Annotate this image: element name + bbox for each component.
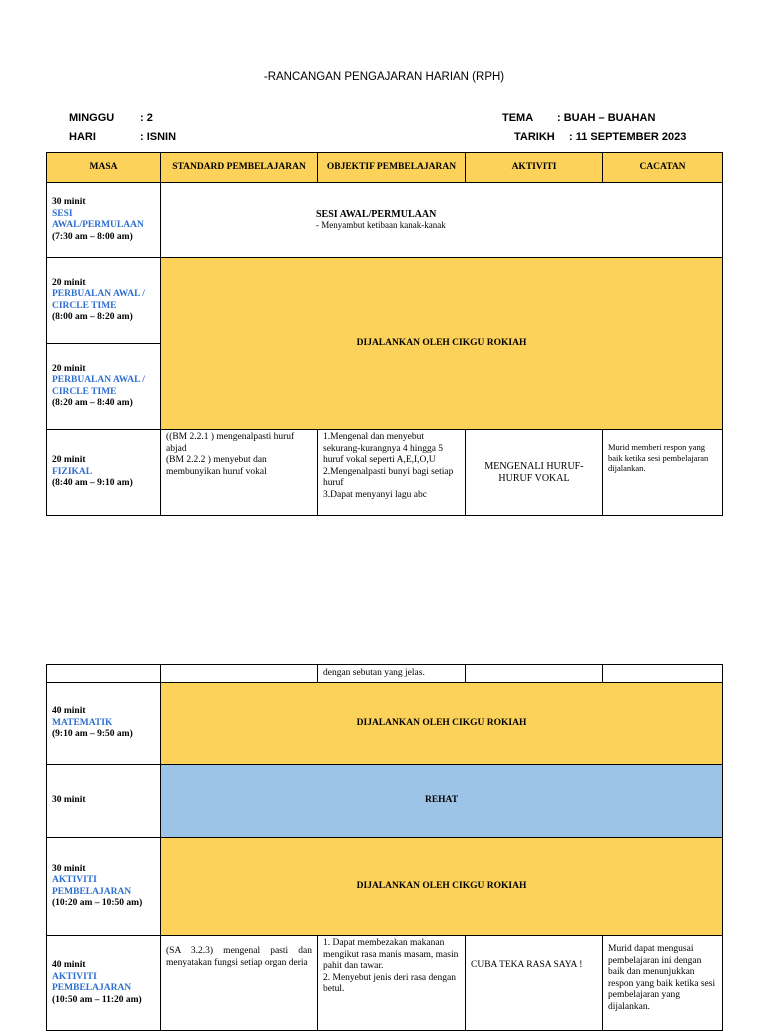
document-title: -RANCANGAN PENGAJARAN HARIAN (RPH) [263, 71, 505, 83]
header-cacatan: CACATAN [603, 153, 723, 183]
masa-cell [47, 936, 161, 1031]
table-row [47, 683, 723, 765]
hari-value: : ISNIN [140, 131, 177, 143]
masa-session-name: AKTIVITI PEMBELAJARAN [52, 971, 132, 993]
sesi-awal-title: SESI AWAL/PERMULAAN [316, 208, 437, 220]
masa-time: (10:50 am – 11:20 am) [52, 994, 142, 1005]
masa-session-name: FIZIKAL [52, 466, 93, 477]
objektif-continuation: dengan sebutan yang jelas. [318, 665, 466, 683]
masa-cell [47, 683, 161, 765]
rph-table-2 [46, 664, 723, 1031]
masa-duration: 30 minit [52, 863, 86, 874]
masa-duration: 20 minit [52, 363, 86, 374]
sesi-awal-cell [161, 183, 723, 258]
objektif-item: 1. Dapat membezakan makanan mengikut rasa manis masam, masin pahit dan tawar. [323, 938, 459, 971]
merged-gold-cell: DIJALANKAN OLEH CIKGU ROKIAH [161, 258, 723, 430]
masa-cell [47, 183, 161, 258]
header-standard: STANDARD PEMBELAJARAN [161, 153, 318, 183]
minggu-value: : 2 [140, 112, 153, 124]
aktiviti-cell: CUBA TEKA RASA SAYA ! [466, 936, 603, 1031]
masa-cell [47, 665, 161, 683]
objektif-item: 2.Mengenalpasti bunyi bagi setiap huruf [323, 466, 454, 488]
table-row [47, 765, 723, 838]
masa-session-name: AKTIVITI PEMBELAJARAN [52, 875, 132, 897]
rehat-cell: REHAT [161, 765, 723, 838]
merged-gold-cell: DIJALANKAN OLEH CIKGU ROKIAH [161, 838, 723, 936]
masa-duration: 30 minit [52, 795, 86, 806]
table-row [47, 258, 723, 344]
masa-session-name: SESI AWAL/PERMULAAN [52, 208, 144, 230]
masa-cell [47, 430, 161, 516]
standard-cell [161, 665, 318, 683]
masa-cell [47, 258, 161, 344]
tarikh-value: : 11 SEPTEMBER 2023 [569, 131, 687, 143]
merged-gold-cell: DIJALANKAN OLEH CIKGU ROKIAH [161, 683, 723, 765]
standard-item: (BM 2.2.2 ) menyebut dan membunyikan huruf vokal [166, 455, 267, 477]
header-aktiviti: AKTIVITI [466, 153, 603, 183]
masa-session-name: MATEMATIK [52, 717, 113, 728]
minggu-label: MINGGU [69, 112, 115, 124]
masa-cell [47, 344, 161, 430]
table-row [47, 665, 723, 683]
tema-label: TEMA [502, 112, 534, 124]
header-masa: MASA [47, 153, 161, 183]
table-row [47, 430, 723, 516]
masa-time: (8:00 am – 8:20 am) [52, 312, 133, 322]
objektif-cell [318, 430, 466, 516]
masa-session-name: PERBUALAN AWAL / CIRCLE TIME [52, 375, 145, 397]
standard-item: ((BM 2.2.1 ) mengenalpasti huruf abjad [166, 432, 295, 454]
tarikh-label: TARIKH [514, 131, 555, 143]
masa-time: (8:20 am – 8:40 am) [52, 398, 133, 408]
table-row [47, 838, 723, 936]
cacatan-cell [603, 665, 723, 683]
masa-duration: 40 minit [52, 960, 86, 970]
masa-session-name: PERBUALAN AWAL / CIRCLE TIME [52, 289, 145, 311]
objektif-item: 1.Mengenal dan menyebut sekurang-kurangnya 4 hingga 5 huruf vokal seperti A,E,I,O,U [323, 432, 444, 465]
objektif-cell [318, 936, 466, 1031]
header-objektif: OBJEKTIF PEMBELAJARAN [318, 153, 466, 183]
sesi-awal-subtitle: - Menyambut ketibaan kanak-kanak [316, 220, 446, 231]
hari-label: HARI [69, 131, 96, 143]
table-row [47, 183, 723, 258]
masa-cell [47, 765, 161, 838]
masa-time: (9:10 am – 9:50 am) [52, 729, 133, 740]
table-row [47, 936, 723, 1031]
rph-table-1 [46, 152, 723, 516]
masa-cell [47, 838, 161, 936]
masa-duration: 30 minit [52, 197, 86, 207]
objektif-item: 2. Menyebut jenis deri rasa dengan betul. [323, 972, 456, 994]
objektif-item: 3.Dapat menyanyi lagu abc [323, 489, 427, 500]
cacatan-cell: Murid dapat mengusai pembelajaran ini dengan baik dan menunjukkan respon yang baik ketika sesi pembelajaran yang dijalankan. [603, 936, 723, 1031]
standard-cell [161, 430, 318, 516]
masa-duration: 40 minit [52, 706, 86, 717]
masa-duration: 20 minit [52, 455, 86, 466]
masa-duration: 20 minit [52, 277, 86, 288]
aktiviti-cell: MENGENALI HURUF-HURUF VOKAL [466, 430, 603, 516]
aktiviti-cell [466, 665, 603, 683]
table-header-row [47, 153, 723, 183]
standard-cell: (SA 3.2.3) mengenal pasti dan menyatakan fungsi setiap organ deria [161, 936, 318, 1031]
masa-time: (10:20 am – 10:50 am) [52, 898, 143, 908]
cacatan-cell: Murid memberi respon yang baik ketika sesi pembelajaran dijalankan. [603, 430, 723, 516]
masa-time: (8:40 am – 9:10 am) [52, 478, 133, 489]
tema-value: : BUAH – BUAHAN [557, 112, 656, 124]
masa-time: (7:30 am – 8:00 am) [52, 231, 133, 242]
